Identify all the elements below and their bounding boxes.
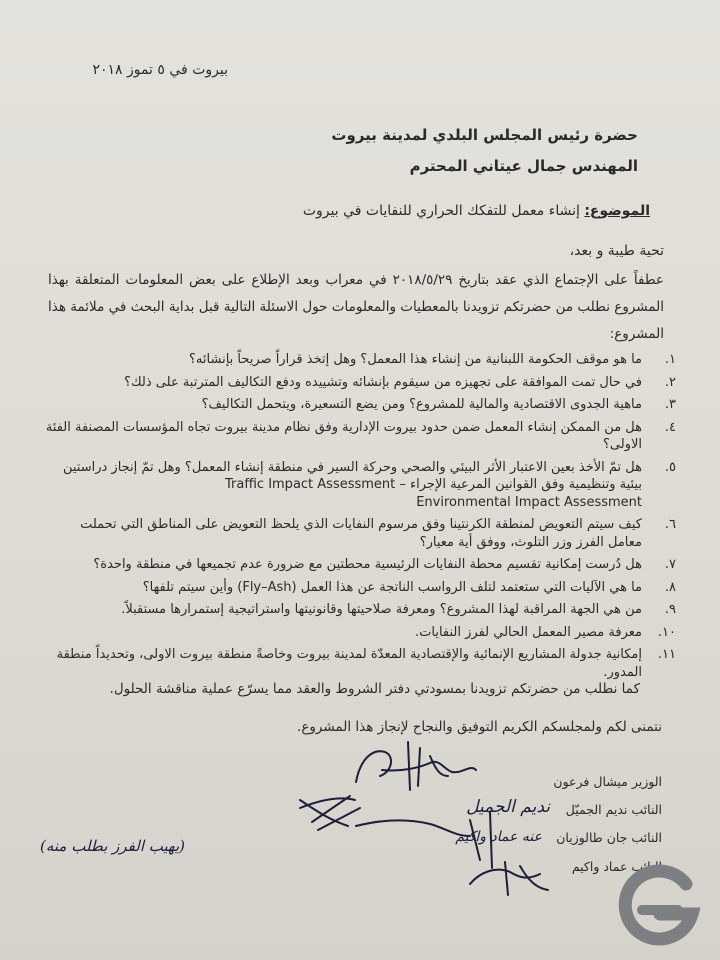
letter-date: بيروت في ٥ تموز ٢٠١٨	[92, 62, 228, 78]
handwritten-note: (يهيب الفرز بطلب منه)	[40, 837, 185, 855]
item-english-term: Traffic Impact Assessment	[225, 477, 396, 492]
item-number: ١.	[664, 352, 676, 367]
item-number: ٧.	[664, 557, 676, 572]
item-english-term: Environmental Impact Assessment	[416, 494, 642, 510]
signatory-name: النائب جان طالوزيان	[556, 830, 662, 845]
item-number: ٢.	[664, 374, 676, 390]
item-number: ٥.	[664, 459, 676, 475]
item-number: ١٠.	[657, 624, 676, 640]
closing-request: كما نطلب من حضرتكم تزويدنا بمسودتي دفتر الشروط والعقد مما يسرّع عملية مناقشة الحلول.	[109, 681, 640, 697]
item-text: ما هو موقف الحكومة اللبنانية من إنشاء هذا المعمل؟ وهل إتخذ قراراً صريحاً بإنشائه؟	[189, 352, 642, 367]
item-text: كيف سيتم التعويض لمنطقة الكرنتينا وفق مرسوم النفايات الذي يلحظ التعويض على المناطق التي تحملت معامل الفرز وزر التلوث، ووفق أية معيار؟	[80, 517, 642, 550]
item-text: ما هي الآليات التي ستعتمد لتلف الرواسب الناتجة عن هذا العمل	[300, 579, 642, 595]
recipient-title: حضرة رئيس المجلس البلدي لمدينة بيروت	[331, 126, 638, 144]
handwritten-line: عنه عماد واكيم	[455, 829, 542, 845]
item-number: ٨.	[664, 579, 676, 595]
item-text: معرفة مصير المعمل الحالي لفرز النفايات.	[415, 624, 642, 640]
item-number: ٤.	[664, 419, 676, 435]
handwritten-name: نديم الجميل	[466, 797, 550, 817]
item-text: هل من الممكن إنشاء المعمل ضمن حدود بيروت الإدارية وفق نظام مدينة بيروت تجاه المؤسسات المصنفة الفئة الاولى؟	[45, 419, 642, 452]
signatory-name: النائب نديم الجميّل	[565, 802, 662, 817]
signature-stroke	[356, 812, 492, 868]
item-text: إمكانية جدولة المشاريع الإنمائية والإقتصادية المعدّة لمدينة بيروت وخاصةً منطقة بيروت الاولى، وتحديداً منطقة المدور.	[56, 647, 642, 680]
recipient-name: المهندس جمال عيتاني المحترم	[409, 157, 638, 175]
item-number: ٩.	[664, 602, 676, 617]
signature-stroke	[470, 862, 548, 895]
item-text: ماهية الجدوى الاقتصادية والمالية للمشروع؟ ومن يضع التسعيرة، ويتحمل التكاليف؟	[201, 397, 642, 412]
item-text: وأين سيتم تلفها؟	[142, 579, 234, 595]
g-logo-icon	[612, 862, 704, 954]
item-number: ١١.	[657, 647, 676, 662]
item-text: هل تمّ الأخذ بعين الاعتبار الأثر البيئي والصحي وحركة السير في منطقة إنشاء المعمل؟ وهل تمّ إنجاز دراستين بيئية وتنظيمية وفق القوانين المرعية الإجراء –	[62, 459, 642, 492]
greeting: تحية طيبة و بعد،	[569, 243, 664, 259]
item-english-term: (Fly–Ash)	[237, 579, 297, 595]
item-text: من هي الجهة المراقبة لهذا المشروع؟ ومعرفة صلاحيتها وقانونيتها واستراتيجية إستمرارها مستقبلاً.	[121, 602, 642, 617]
item-number: ٦.	[664, 517, 676, 532]
closing-wishes: نتمنى لكم ولمجلسكم الكريم التوفيق والنجاح لإنجاز هذا المشروع.	[297, 719, 662, 735]
subject-text: إنشاء معمل للتفكك الحراري للنفايات في بيروت	[302, 203, 580, 219]
item-number: ٣.	[664, 397, 676, 412]
signatory-name: النائب عماد واكيم	[571, 859, 662, 874]
intro-paragraph: عطفاً على الإجتماع الذي عقد بتاريخ ٢٠١٨/٥/٢٩ في معراب وبعد الإطلاع على بعض المعلومات المتعلقة بهذا المشروع نطلب من حضرتكم تزويدنا بالمعطيات والمعلومات حول الاسئلة التالية قبل بداية البحث في ملائمة هذا المشروع:	[48, 272, 664, 342]
signature-stroke	[356, 742, 476, 790]
item-text: هل دُرست إمكانية تقسيم محطة النفايات الرئيسية محطتين مع ضرورة عدم تجميعها في منطقة واحدة؟	[93, 557, 642, 572]
item-text: في حال تمت الموافقة على تجهيزه من سيقوم بإنشائه وتشييده ودفع التكاليف المترتبة على ذلك؟	[124, 374, 642, 390]
signature-stroke	[300, 796, 360, 830]
signatory-name: الوزير ميشال فرعون	[553, 774, 662, 789]
subject-label: الموضوع:	[584, 203, 650, 219]
